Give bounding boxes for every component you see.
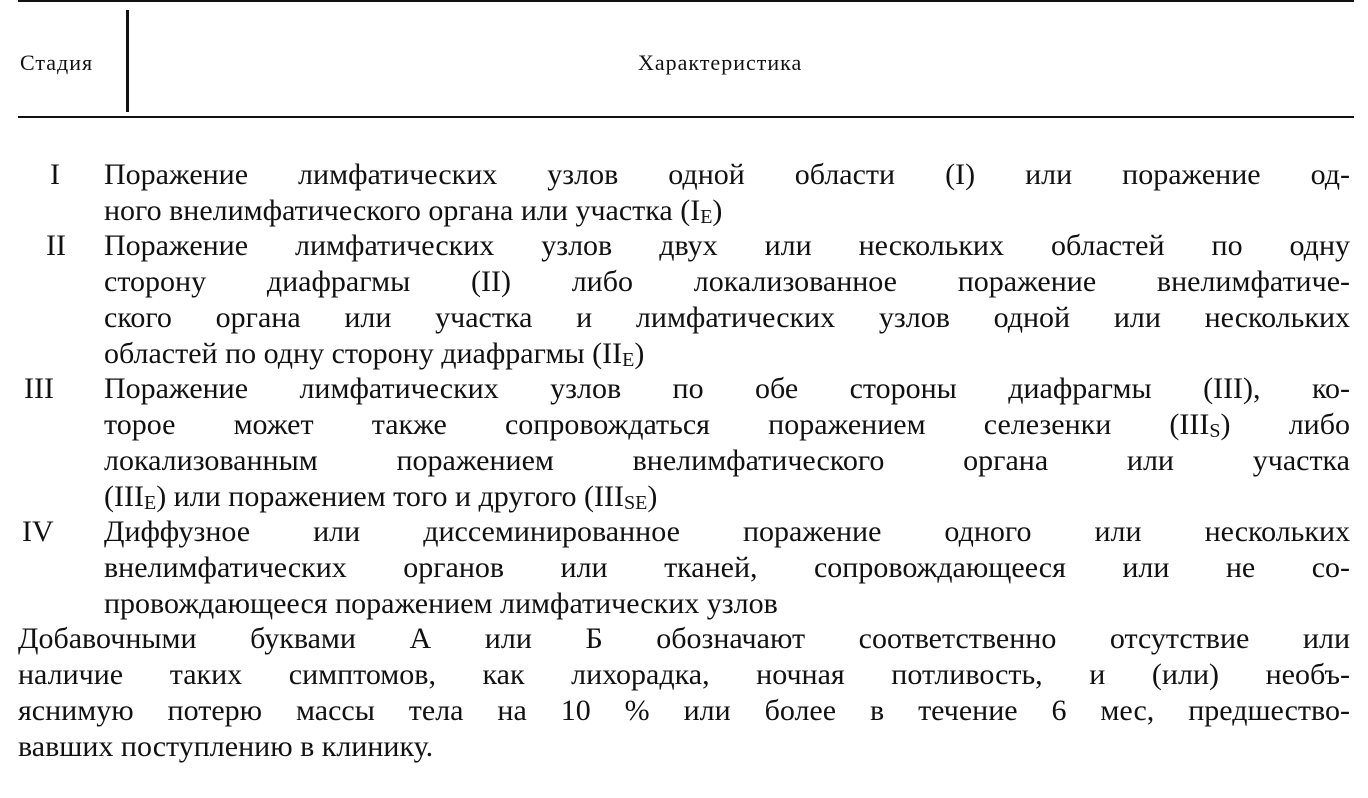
stage-description: [104, 228, 1350, 372]
text-line: наличие таких симптомов, как лихорадка, ночная потливость, и (или) необъ-: [18, 658, 1350, 691]
text-line: Поражение лимфатических узлов по обе стороны диафрагмы (III), ко-: [104, 372, 1350, 405]
text-line: сторону диафрагмы (II) либо локализованное поражение внелимфатиче-: [104, 265, 1350, 298]
subscript: S: [1209, 420, 1221, 442]
table-top-rule: [18, 0, 1354, 2]
text-line: ского органа или участка и лимфатических узлов одной или нескольких: [104, 301, 1350, 334]
text-line: торое может также сопровождаться поражением селезенки $(III_S)$ либо: [104, 408, 1350, 442]
text-line: Диффузное или диссеминированное поражение одного или нескольких: [104, 515, 1350, 548]
text-line: Поражение лимфатических узлов одной области (I) или поражение од-: [104, 158, 1350, 191]
stage-number: II: [46, 229, 66, 262]
stage-number: I: [50, 158, 60, 191]
text-line: ного внелимфатического органа или участка $(I_Е)$: [104, 194, 723, 228]
text-line: $(III_Е)$ или поражением того и другого $(III_{SЕ})$: [104, 480, 658, 514]
text-line: яснимую потерю массы тела на 10 % или более в течение 6 мес, предшество-: [18, 694, 1350, 727]
text-line: областей по одну сторону диафрагмы $(II_Е)$: [104, 337, 645, 371]
table-footnote: [18, 621, 1350, 765]
stage-description: [104, 157, 1350, 229]
text-line: вавших поступлению в клинику.: [18, 730, 434, 763]
subscript: Е: [143, 492, 157, 514]
text-line: Поражение лимфатических узлов двух или нескольких областей по одну: [104, 229, 1350, 262]
stage-description: [104, 514, 1350, 622]
text-line: провождающееся поражением лимфатических узлов: [104, 587, 778, 620]
subscript: Е: [700, 206, 713, 228]
stage-number: IV: [22, 515, 54, 548]
text-line: Добавочными буквами А или Б обозначают соответственно отсутствие или: [18, 622, 1350, 655]
text-line: внелимфатических органов или тканей, сопровождающееся или не со-: [104, 551, 1350, 584]
column-separator: [126, 10, 129, 112]
table-header-rule: [18, 116, 1354, 118]
subscript: Е: [622, 349, 635, 371]
text-line: локализованным поражением внелимфатического органа или участка: [104, 444, 1350, 477]
stage-number: III: [24, 372, 54, 405]
stage-description: [104, 371, 1350, 515]
column-header-description: Характеристика: [638, 50, 803, 75]
column-header-stage: Стадия: [20, 50, 94, 75]
subscript: SЕ: [623, 492, 648, 514]
